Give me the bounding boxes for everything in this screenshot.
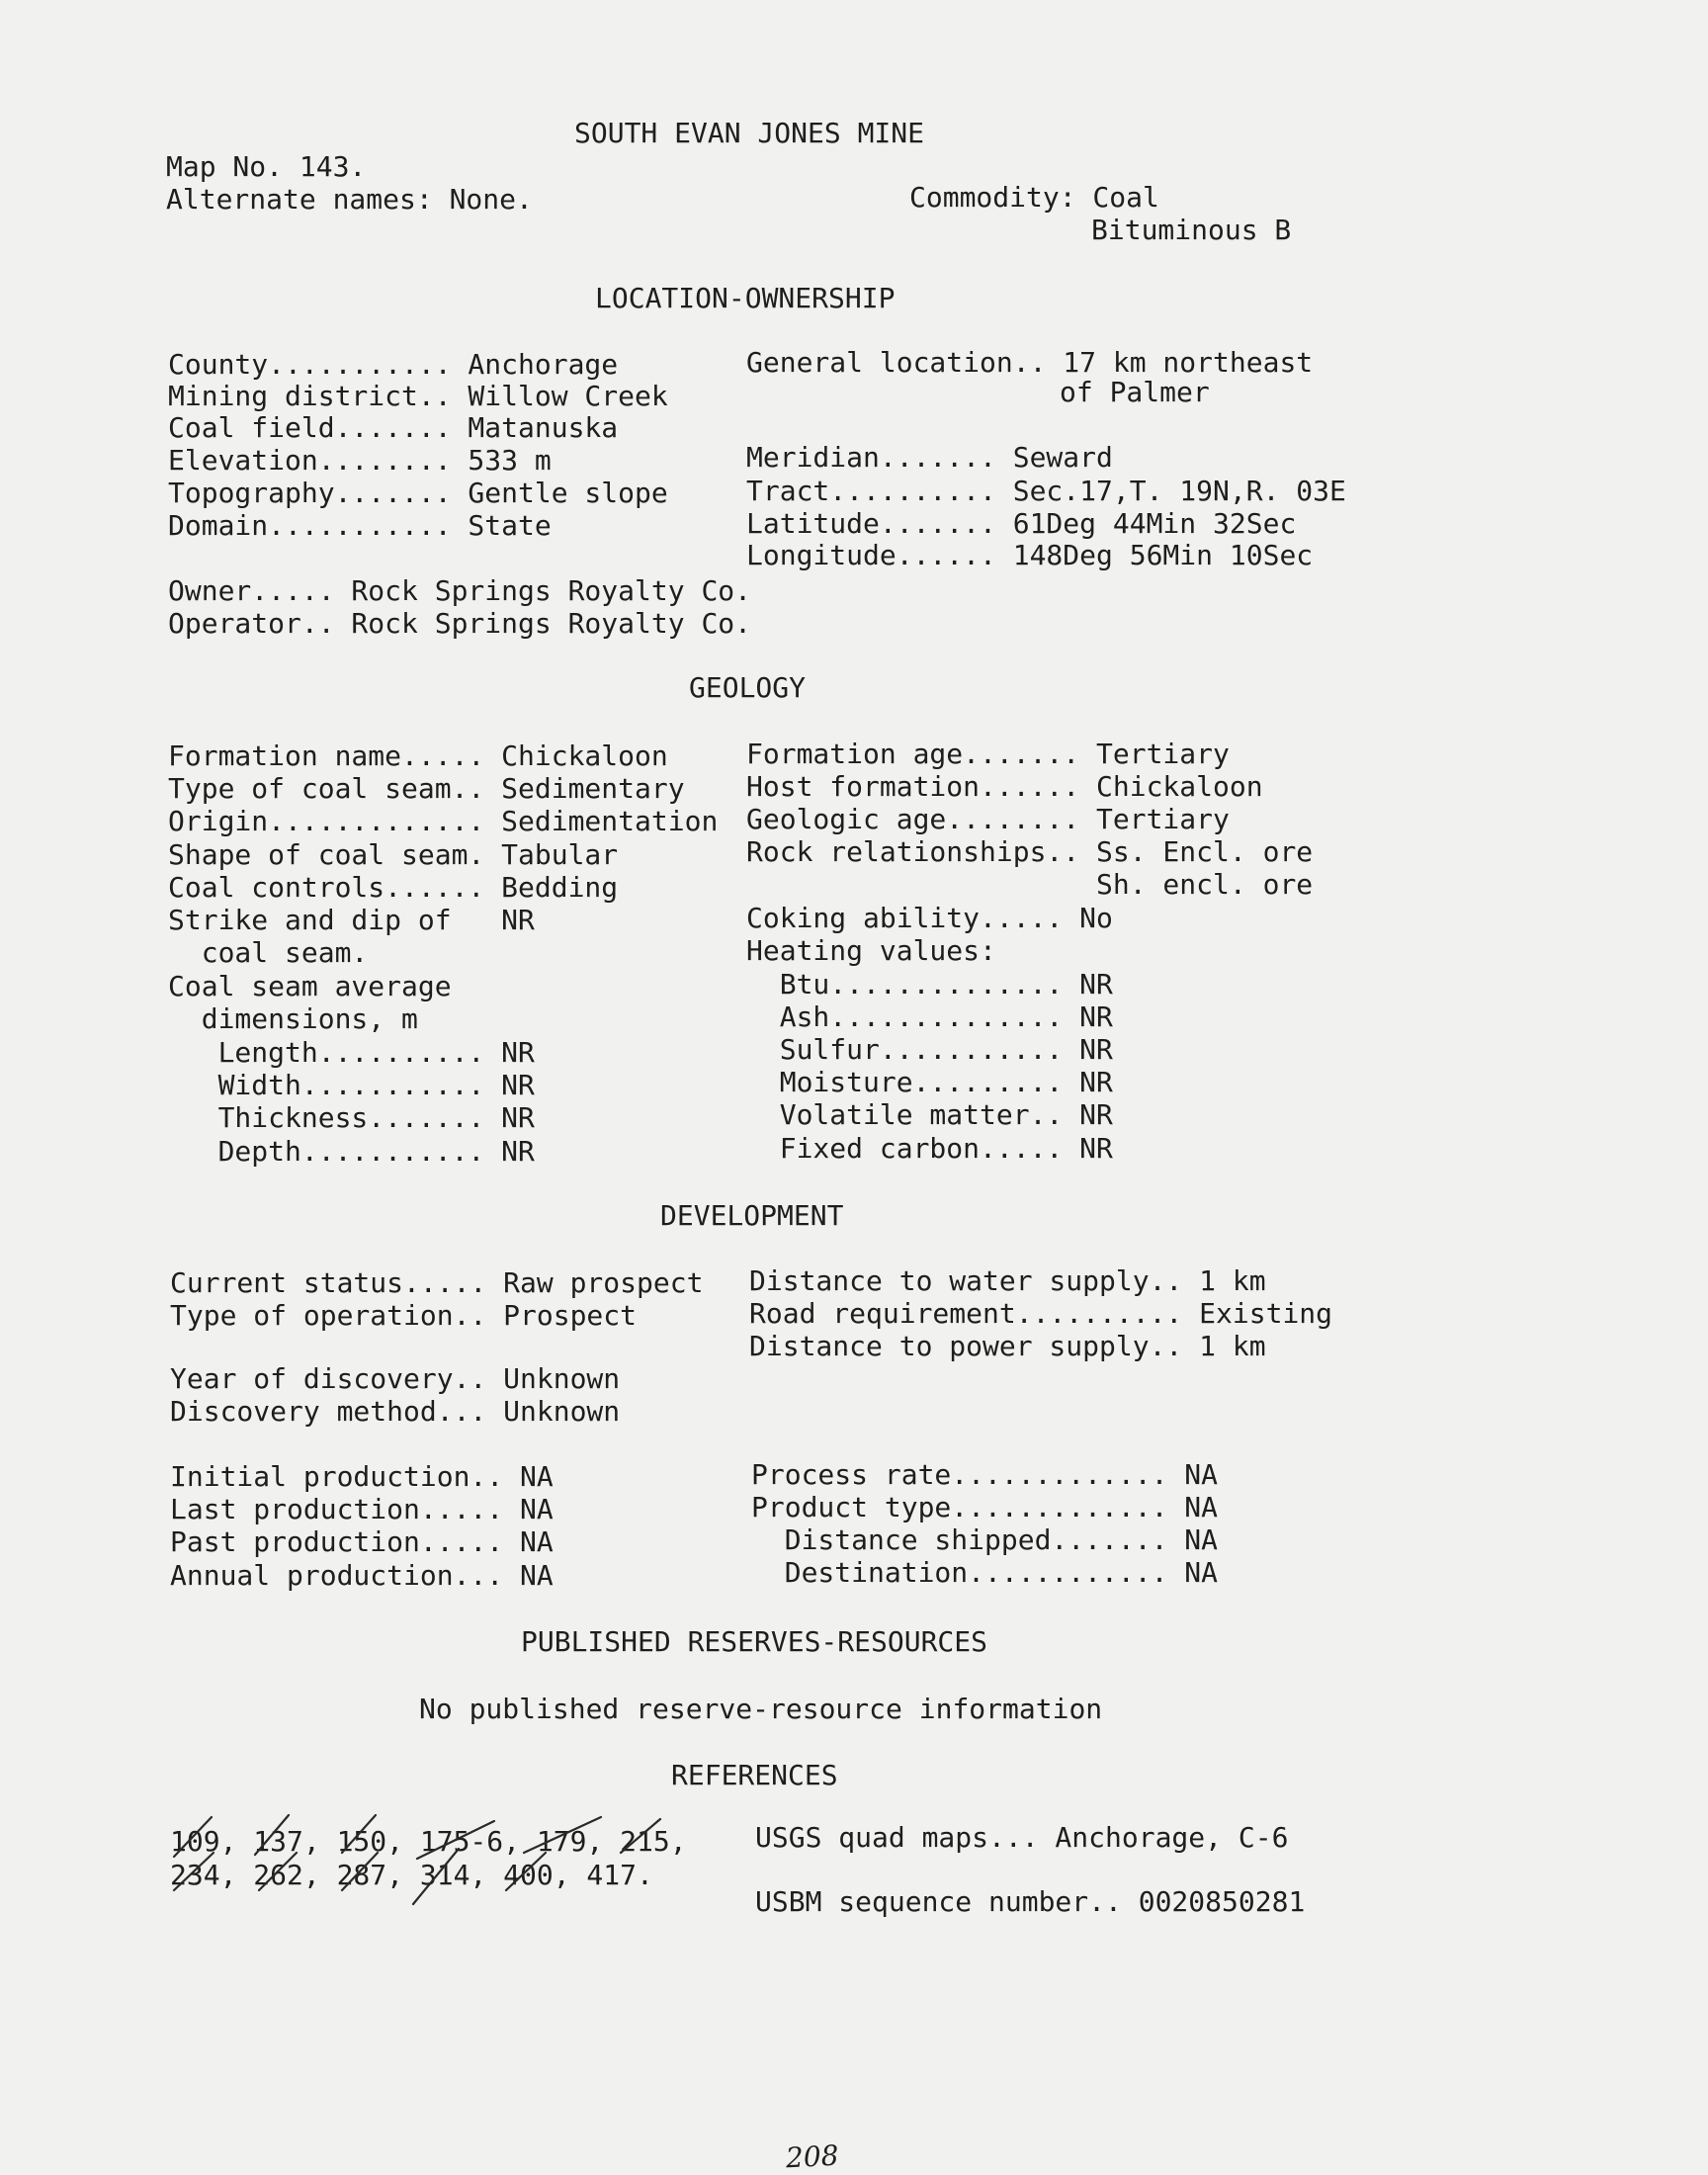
geology-field: Formation age....... Tertiary [746,738,1230,770]
commodity: Commodity: Coal [909,181,1159,214]
geology-field: Thickness....... NR [168,1101,535,1134]
production-field: Distance shipped....... NA [751,1523,1219,1556]
production-field: Past production..... NA [170,1525,554,1558]
usbm-sequence-number: USBM sequence number.. 0020850281 [755,1885,1306,1918]
reserves-text: No published reserve-resource information [419,1693,1103,1725]
section-heading-location: LOCATION-OWNERSHIP [595,282,896,314]
production-field: Last production..... NA [170,1493,554,1525]
location-field: County........... Anchorage [168,348,619,381]
geology-field: Coal seam average [168,970,452,1002]
location-field: Mining district.. Willow Creek [168,380,668,412]
tract: Tract.......... Sec.17,T. 19N,R. 03E [746,475,1346,507]
development-field: Current status..... Raw prospect [170,1266,704,1299]
usgs-quad-maps: USGS quad maps... Anchorage, C-6 [755,1821,1289,1854]
development-field: Road requirement.......... Existing [749,1297,1333,1330]
commodity-type: Bituminous B [1091,214,1292,246]
geology-field: Length.......... NR [168,1036,535,1069]
geology-field: dimensions, m [168,1002,418,1035]
location-field: Topography....... Gentle slope [168,477,668,509]
geology-field: Geologic age........ Tertiary [746,803,1230,835]
latitude: Latitude....... 61Deg 44Min 32Sec [746,507,1297,540]
geology-field: Rock relationships.. Ss. Encl. ore [746,835,1314,868]
references-line-1: 109, 137, 150, 175-6, 179, 215, [170,1825,687,1858]
geology-field: Heating values: [746,934,996,967]
geology-field: Type of coal seam.. Sedimentary [168,772,685,805]
production-field: Initial production.. NA [170,1460,554,1493]
production-field: Annual production... NA [170,1559,554,1592]
geology-field: Moisture......... NR [746,1066,1113,1098]
section-heading-development: DEVELOPMENT [660,1199,844,1232]
geology-field: Depth........... NR [168,1135,535,1168]
location-field: Elevation........ 533 m [168,444,552,477]
geology-field: Formation name..... Chickaloon [168,740,668,772]
geology-field: Shape of coal seam. Tabular [168,838,619,871]
development-field: Type of operation.. Prospect [170,1299,638,1332]
location-field: Coal field....... Matanuska [168,411,619,444]
development-field: Year of discovery.. Unknown [170,1362,621,1395]
development-field: Distance to power supply.. 1 km [749,1330,1266,1362]
general-location: General location.. 17 km northeast [746,346,1314,379]
general-location-continued: of Palmer [1060,376,1210,408]
geology-field: Btu.............. NR [746,968,1113,1000]
development-field: Distance to water supply.. 1 km [749,1264,1266,1297]
longitude: Longitude...... 148Deg 56Min 10Sec [746,539,1314,571]
production-field: Process rate............. NA [751,1458,1219,1491]
geology-field: Host formation...... Chickaloon [746,770,1263,803]
geology-field: Strike and dip of NR [168,904,535,936]
owner: Owner..... Rock Springs Royalty Co. [168,574,752,607]
alternate-names: Alternate names: None. [166,183,533,216]
production-field: Destination............ NA [751,1556,1219,1589]
production-field: Product type............. NA [751,1491,1219,1523]
geology-field: Sulfur........... NR [746,1033,1113,1066]
development-field: Discovery method... Unknown [170,1395,621,1428]
geology-field: Coking ability..... No [746,902,1113,934]
meridian: Meridian....... Seward [746,441,1113,474]
location-field: Domain........... State [168,509,552,542]
section-heading-reserves: PUBLISHED RESERVES-RESOURCES [521,1625,988,1658]
document-title: SOUTH EVAN JONES MINE [574,117,925,149]
geology-field: Volatile matter.. NR [746,1098,1113,1131]
geology-field: coal seam. [168,936,369,969]
map-number: Map No. 143. [166,150,367,183]
operator: Operator.. Rock Springs Royalty Co. [168,607,752,640]
section-heading-references: REFERENCES [671,1759,838,1791]
section-heading-geology: GEOLOGY [689,671,807,704]
geology-field: Fixed carbon..... NR [746,1132,1113,1165]
geology-field: Coal controls...... Bedding [168,871,619,904]
geology-field: Sh. encl. ore [746,868,1314,901]
geology-field: Ash.............. NR [746,1000,1113,1033]
page-number: 208 [785,2138,840,2175]
references-line-2: 234, 262, 287, 314, 400, 417. [170,1859,653,1891]
geology-field: Origin............. Sedimentation [168,805,719,837]
geology-field: Width........... NR [168,1069,535,1101]
